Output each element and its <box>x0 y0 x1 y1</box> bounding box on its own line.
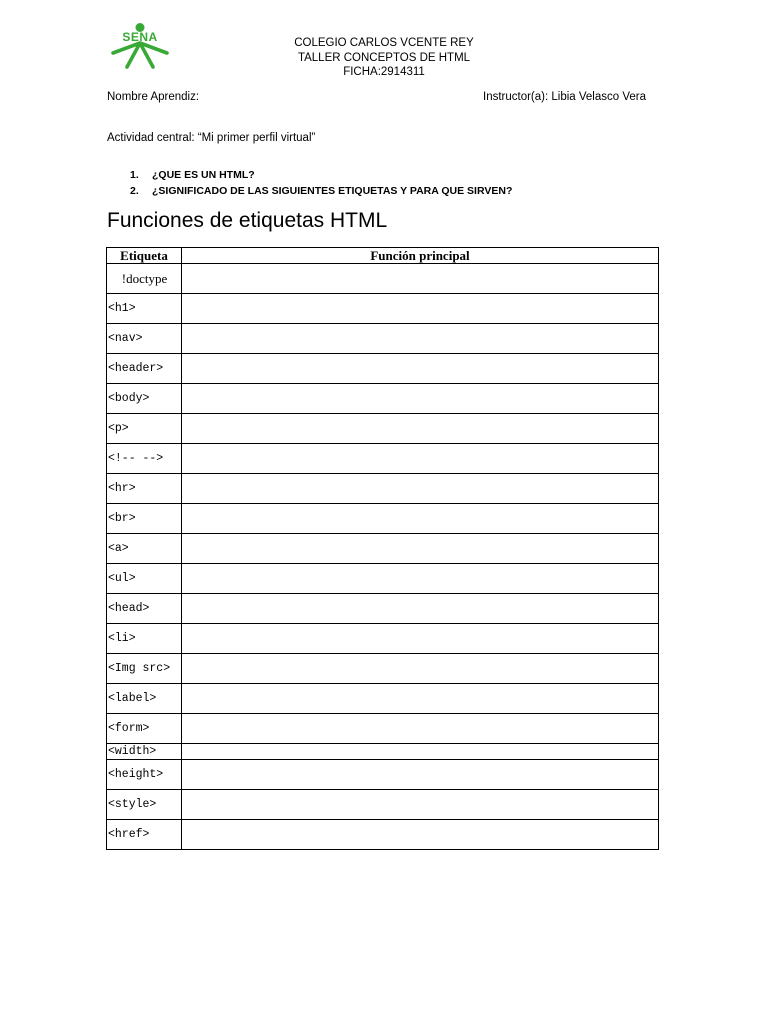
tag-cell: <width> <box>107 744 182 760</box>
function-cell[interactable] <box>182 760 659 790</box>
section-title: Funciones de etiquetas HTML <box>107 209 388 232</box>
ficha-number: FICHA:2914311 <box>343 66 425 78</box>
function-cell[interactable] <box>182 564 659 594</box>
html-tags-table <box>106 247 659 850</box>
table-row <box>107 384 659 414</box>
function-cell[interactable] <box>182 594 659 624</box>
column-header-tag: Etiqueta <box>107 248 182 264</box>
table-row <box>107 624 659 654</box>
table-row <box>107 790 659 820</box>
tag-cell: <h1> <box>107 294 182 324</box>
table-row <box>107 564 659 594</box>
tag-cell: <li> <box>107 624 182 654</box>
questions-list <box>130 168 512 199</box>
tag-cell: <p> <box>107 414 182 444</box>
function-cell[interactable] <box>182 264 659 294</box>
function-cell[interactable] <box>182 624 659 654</box>
table-row <box>107 744 659 760</box>
table-row <box>107 760 659 790</box>
central-activity: Actividad central: “Mi primer perfil virtual” <box>107 132 316 144</box>
logo-text: SENA <box>122 30 158 44</box>
tag-cell: <nav> <box>107 324 182 354</box>
document-header <box>234 36 534 80</box>
tag-cell: !doctype <box>107 264 182 294</box>
table-row <box>107 474 659 504</box>
instructor-name: Instructor(a): Libia Velasco Vera <box>483 91 646 103</box>
school-name: COLEGIO CARLOS VCENTE REY <box>294 37 474 49</box>
question-number: 2. <box>130 184 139 197</box>
tag-cell: <label> <box>107 684 182 714</box>
tag-cell: <br> <box>107 504 182 534</box>
function-cell[interactable] <box>182 654 659 684</box>
table-row <box>107 594 659 624</box>
function-cell[interactable] <box>182 534 659 564</box>
question-text: ¿SIGNIFICADO DE LAS SIGUIENTES ETIQUETAS Y PARA QUE SIRVEN? <box>152 184 513 197</box>
workshop-title: TALLER CONCEPTOS DE HTML <box>297 51 471 64</box>
function-cell[interactable] <box>182 384 659 414</box>
table-row <box>107 414 659 444</box>
table-row <box>107 504 659 534</box>
function-cell[interactable] <box>182 444 659 474</box>
tag-cell: <href> <box>107 820 182 850</box>
table-row <box>107 324 659 354</box>
table-row <box>107 354 659 384</box>
question-item <box>130 184 512 200</box>
column-header-function: Función principal <box>182 248 659 264</box>
question-number: 1. <box>130 169 139 181</box>
table-row <box>107 820 659 850</box>
table-row <box>107 294 659 324</box>
function-cell[interactable] <box>182 684 659 714</box>
tag-cell: <ul> <box>107 564 182 594</box>
tag-cell: <body> <box>107 384 182 414</box>
tag-cell: <style> <box>107 790 182 820</box>
function-cell[interactable] <box>182 744 659 760</box>
table-header-row <box>107 248 659 264</box>
function-cell[interactable] <box>182 474 659 504</box>
function-cell[interactable] <box>182 820 659 850</box>
table-row <box>107 684 659 714</box>
function-cell[interactable] <box>182 790 659 820</box>
tag-cell: <height> <box>107 760 182 790</box>
table-row <box>107 714 659 744</box>
tag-cell: <!-- --> <box>107 444 182 474</box>
sena-logo <box>110 22 172 70</box>
function-cell[interactable] <box>182 354 659 384</box>
question-item <box>130 168 512 184</box>
function-cell[interactable] <box>182 294 659 324</box>
function-cell[interactable] <box>182 504 659 534</box>
table-row <box>107 444 659 474</box>
apprentice-name-label: Nombre Aprendiz: <box>107 91 200 103</box>
logo-figure <box>113 43 167 67</box>
tag-cell: <header> <box>107 354 182 384</box>
tag-cell: <head> <box>107 594 182 624</box>
table-row <box>107 534 659 564</box>
tag-cell: <a> <box>107 534 182 564</box>
tag-cell: <form> <box>107 714 182 744</box>
table-row <box>107 264 659 294</box>
table-row <box>107 654 659 684</box>
tag-cell: <Img src> <box>107 654 182 684</box>
function-cell[interactable] <box>182 414 659 444</box>
tag-cell: <hr> <box>107 474 182 504</box>
function-cell[interactable] <box>182 324 659 354</box>
question-text: ¿QUE ES UN HTML? <box>152 169 255 181</box>
function-cell[interactable] <box>182 714 659 744</box>
